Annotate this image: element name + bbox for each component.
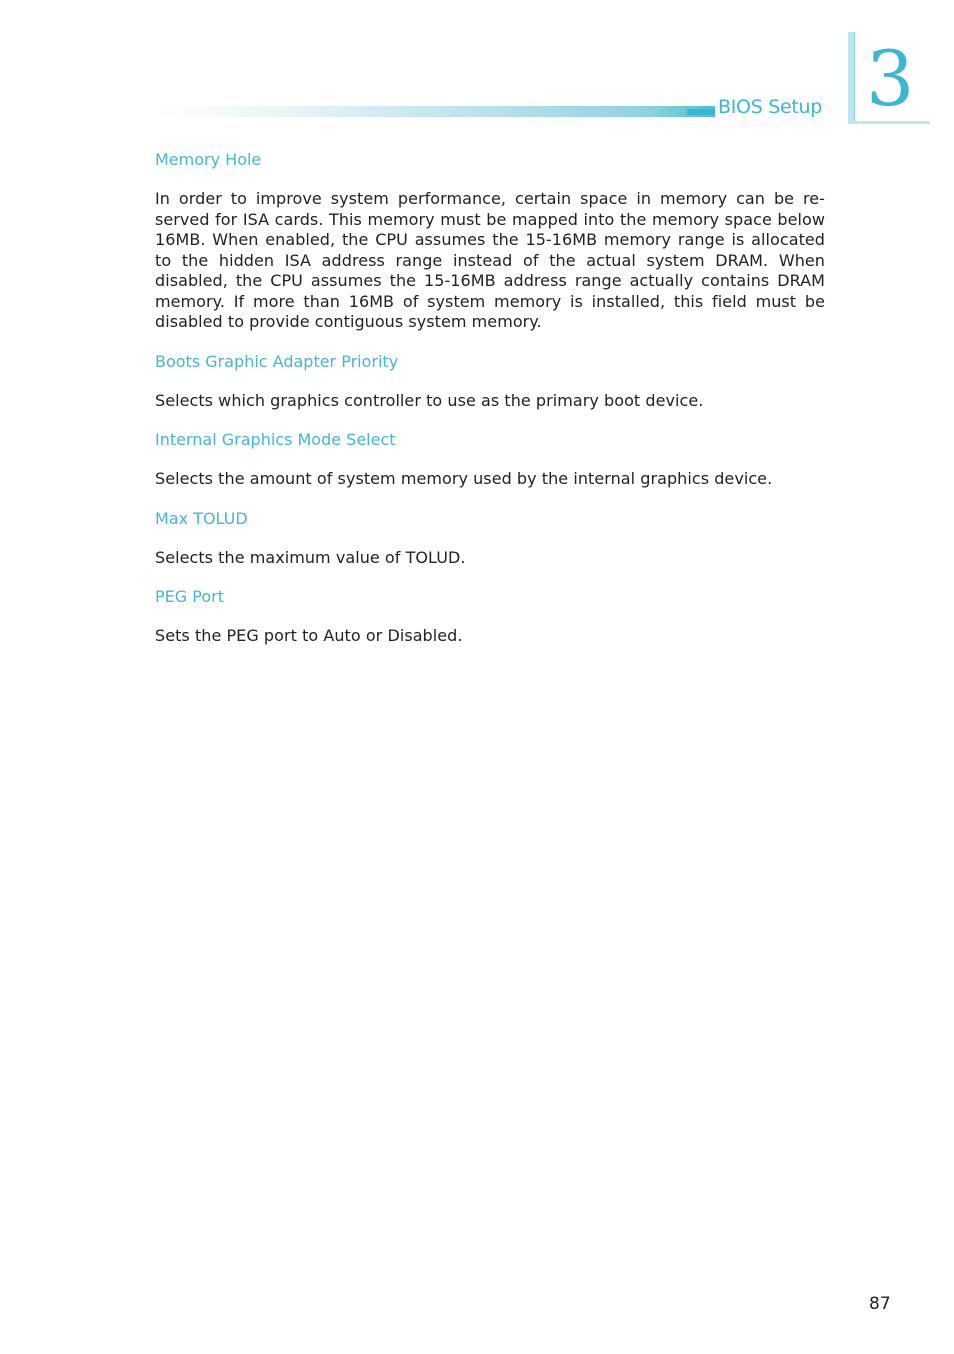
- item-description: Selects which graphics controller to use as the primary boot device.: [155, 390, 704, 410]
- item-peg-port: [155, 586, 825, 647]
- item-max-tolud: [155, 508, 825, 569]
- item-heading: Boots Graphic Adapter Priority: [155, 351, 399, 371]
- header-gradient-bar: [155, 106, 715, 117]
- item-heading: Memory Hole: [155, 150, 262, 169]
- item-description: Selects the amount of system memory used by the internal graphics device.: [155, 469, 773, 488]
- item-description: In order to improve system performance, certain space in memory can be re-served for ISA cards. This memory must be mapped into the memory space below 16MB. When enabled, the CPU assumes the 15-16MB memory range is allocated to the hidden ISA address range instead of the actual system DRAM. When disabled, the CPU assumes the 15-16MB address range actually contains DRAM memory. If more than 16MB of system memory is installed, this field must be disabled to provide contiguous system memory.: [155, 189, 825, 331]
- chapter-marker: [848, 32, 930, 124]
- item-heading: Max TOLUD: [155, 508, 248, 528]
- item-heading: PEG Port: [155, 587, 224, 606]
- item-description: Sets the PEG port to Auto or Disabled.: [155, 626, 463, 645]
- chapter-number: 3: [866, 34, 915, 123]
- page-number: 87: [869, 1294, 891, 1314]
- item-boots-graphic-adapter-priority: [155, 351, 825, 412]
- section-title: BIOS Setup: [718, 96, 822, 118]
- item-description: Selects the maximum value of TOLUD.: [155, 547, 466, 567]
- page-content: [155, 149, 825, 665]
- item-memory-hole: [155, 149, 825, 333]
- item-internal-graphics-mode-select: [155, 429, 825, 490]
- chapter-marker-inner-rule: [854, 32, 855, 124]
- item-heading: Internal Graphics Mode Select: [155, 430, 396, 449]
